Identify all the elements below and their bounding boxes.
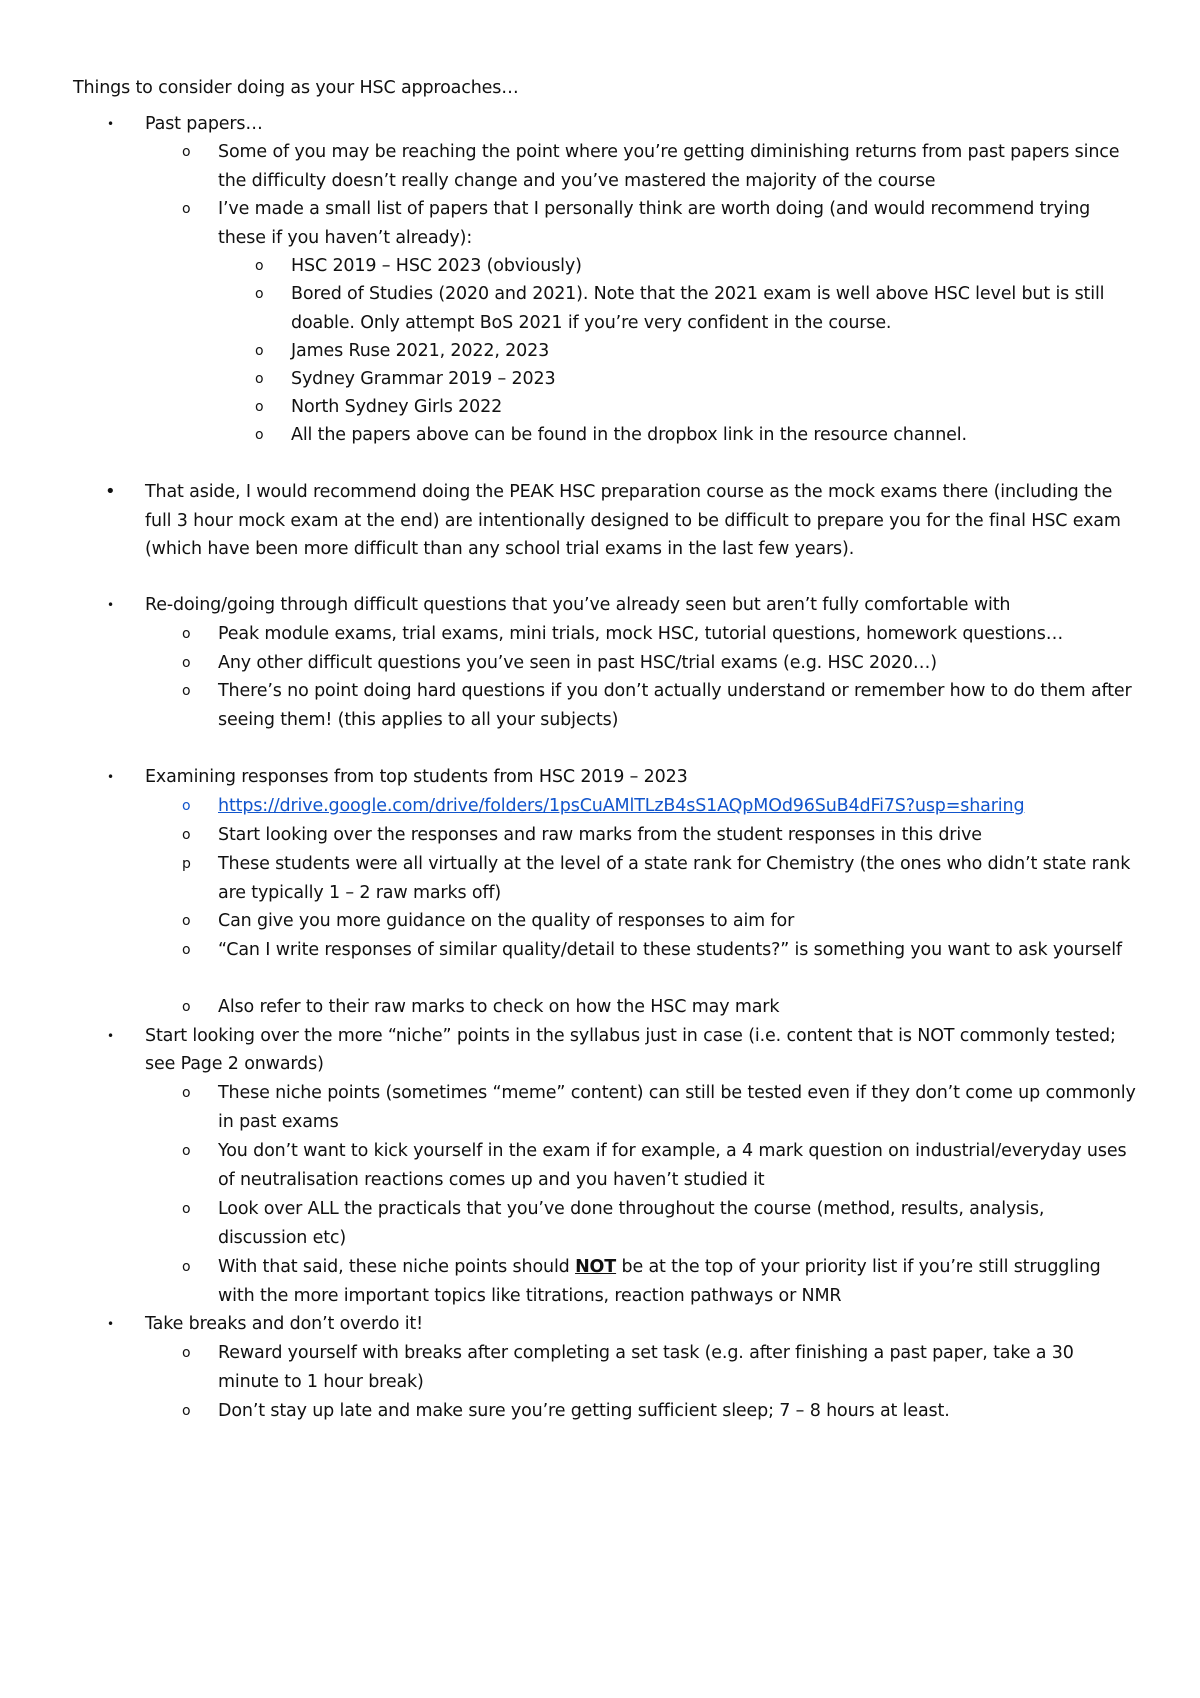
bullet: • [107,117,114,131]
bullet: o [182,1403,191,1419]
list-item-text: These niche points (sometimes “meme” content) can still be tested even if they don’t come up commonly in past exams [218,1083,1136,1132]
emphasis-not: NOT [575,1257,617,1277]
list-item-redoing [107,591,1135,619]
bullet: o [182,144,191,160]
bullet: o [182,913,191,929]
bullet: o [255,258,264,274]
bullet: o [182,827,191,843]
list-item [182,821,1138,850]
bullet: o [182,798,191,814]
list-item [182,620,1138,649]
bullet: o [255,399,264,415]
list-item-text: Reward yourself with breaks after completing a set task (e.g. after finishing a past paper, take a 30 minute to 1 hour break) [218,1343,1074,1392]
list-item-text: Peak module exams, trial exams, mini trials, mock HSC, tutorial questions, homework questions… [218,624,1064,644]
bullet: o [255,427,264,443]
list-item [182,138,1138,195]
list-item [182,907,1138,936]
bullet: o [182,999,191,1015]
list-item-text: Past papers… [145,114,263,134]
list-item-text: Take breaks and don’t overdo it! [145,1314,423,1334]
list-item-text: Re-doing/going through difficult questions that you’ve already seen but aren’t fully comfortable with [145,595,1011,615]
bullet: o [255,286,264,302]
bullet: o [182,1201,191,1217]
list-item [182,1195,1138,1252]
bullet: o [182,1345,191,1361]
paper-item [255,337,1141,366]
bullet: • [107,770,114,784]
paper-item [255,393,1141,422]
list-item-examining [107,763,1135,791]
list-item-text: Examining responses from top students from HSC 2019 – 2023 [145,767,688,787]
paper-item [255,280,1141,337]
document-title: Things to consider doing as your HSC approaches… [73,78,519,98]
paper-item [255,252,1141,281]
list-item-text: These students were all virtually at the level of a state rank for Chemistry (the ones who didn’t state rank are typically 1 – 2 raw marks off) [218,854,1131,903]
list-item [182,850,1138,907]
bullet: p [182,856,191,872]
bullet: o [182,1085,191,1101]
paper-item-text: James Ruse 2021, 2022, 2023 [291,341,550,361]
text-segment: With that said, these niche points should [218,1257,576,1277]
bullet: o [255,343,264,359]
list-item [182,195,1138,252]
list-item-text: I’ve made a small list of papers that I personally think are worth doing (and would recommend trying these if you haven’t already): [218,199,1091,248]
text-segment: be at the top of your priority list if you’re still struggling with the more important topics like titrations, reaction pathways or NMR [218,1257,1101,1306]
list-item-text: You don’t want to kick yourself in the exam if for example, a 4 mark question on industrial/everyday uses of neutralisation reactions comes up and you haven’t studied it [218,1141,1127,1190]
list-item-text: Any other difficult questions you’ve seen in past HSC/trial exams (e.g. HSC 2020…) [218,653,937,673]
bullet: o [182,626,191,642]
list-item-peak [105,478,1135,564]
bullet: o [255,371,264,387]
list-item-text: Can give you more guidance on the quality of responses to aim for [218,911,795,931]
paper-item [255,365,1141,394]
paper-item-text: North Sydney Girls 2022 [291,397,503,417]
list-item-text [218,1257,1101,1306]
bullet: • [107,1317,114,1331]
bullet: • [105,481,116,502]
bullet: o [182,655,191,671]
bullet: o [182,683,191,699]
paper-item [255,421,1141,450]
bullet: o [182,942,191,958]
list-item-text: Some of you may be reaching the point where you’re getting diminishing returns from past papers since the difficulty doesn’t really change and you’ve mastered the majority of the course [218,142,1120,191]
list-item-text: Don’t stay up late and make sure you’re getting sufficient sleep; 7 – 8 hours at least. [218,1401,950,1421]
list-item [182,1079,1138,1136]
bullet: • [107,1029,114,1043]
list-item-text: There’s no point doing hard questions if you don’t actually understand or remember how to do them after seeing them! (this applies to all your subjects) [218,681,1132,730]
list-item [182,993,1138,1022]
list-item-text: Start looking over the more “niche” points in the syllabus just in case (i.e. content that is NOT commonly tested; see Page 2 onwards) [145,1026,1116,1074]
list-item-past-papers [107,110,1135,138]
paper-item-text: HSC 2019 – HSC 2023 (obviously) [291,256,582,276]
list-item-text: “Can I write responses of similar quality/detail to these students?” is something you want to ask yourself [218,940,1122,960]
list-item-text: Look over ALL the practicals that you’ve done throughout the course (method, results, analysis, discussion etc) [218,1199,1045,1248]
list-item-text: Start looking over the responses and raw marks from the student responses in this drive [218,825,982,845]
list-item [182,936,1138,965]
list-item [182,1339,1138,1396]
list-item-text: That aside, I would recommend doing the PEAK HSC preparation course as the mock exams there (including the full 3 hour mock exam at the end) are intentionally designed to be difficult to prepare you for the final HSC exam (which have been more difficult than any school trial exams in the last few years). [145,482,1121,559]
list-item [182,1137,1138,1194]
list-item-breaks [107,1310,1135,1338]
bullet: o [182,201,191,217]
bullet: o [182,1259,191,1275]
list-item [182,1253,1138,1310]
list-item-niche [107,1022,1135,1078]
list-item-text: Also refer to their raw marks to check on how the HSC may mark [218,997,780,1017]
paper-item-text: All the papers above can be found in the dropbox link in the resource channel. [291,425,967,445]
paper-item-text: Bored of Studies (2020 and 2021). Note that the 2021 exam is well above HSC level but is still doable. Only attempt BoS 2021 if you’re very confident in the course. [291,284,1105,333]
list-item [182,1397,1138,1426]
drive-link[interactable]: https://drive.google.com/drive/folders/1psCuAMlTLzB4sS1AQpMOd96SuB4dFi7S?usp=sharing [218,796,1025,816]
paper-item-text: Sydney Grammar 2019 – 2023 [291,369,556,389]
list-item [182,677,1138,734]
list-item [182,649,1138,678]
list-item [182,792,1138,821]
bullet: • [107,598,114,612]
bullet: o [182,1143,191,1159]
